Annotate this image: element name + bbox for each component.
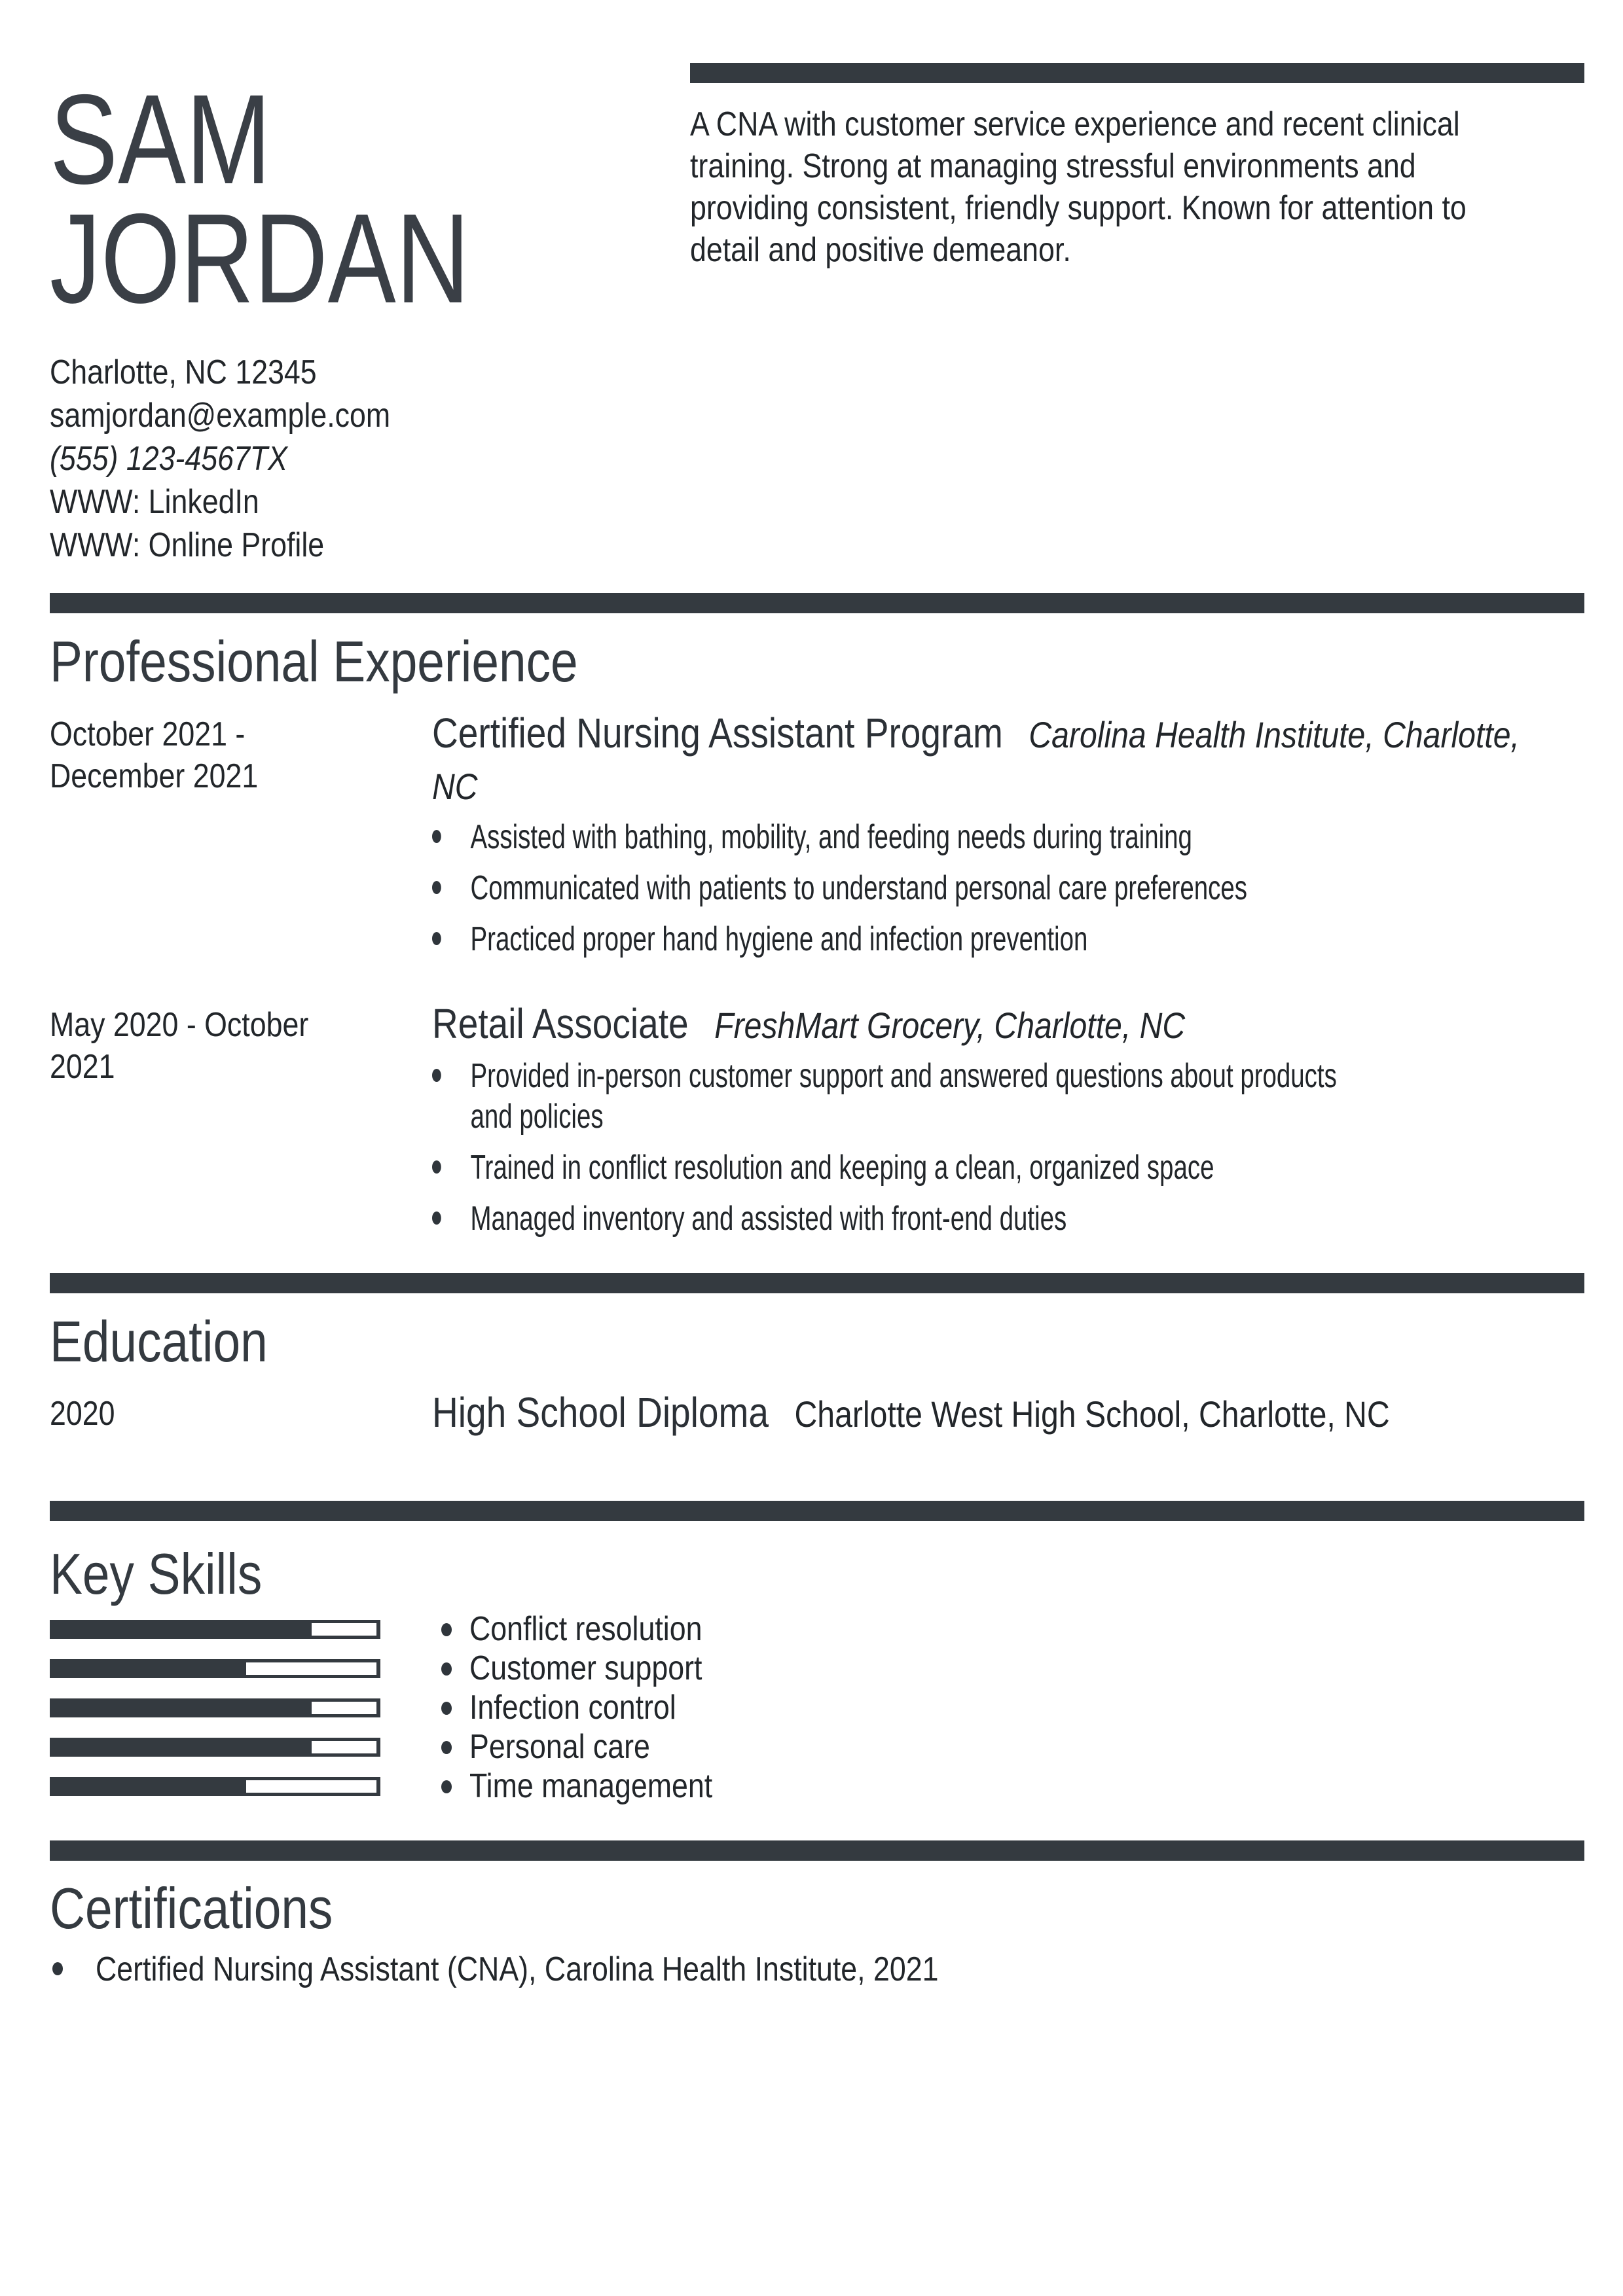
section-rule-experience xyxy=(50,593,1584,613)
skill-level-remainder xyxy=(246,1662,376,1675)
skill-label: Conflict resolution xyxy=(469,1610,702,1648)
job-bullet xyxy=(432,1198,1547,1239)
skill-level-remainder xyxy=(246,1780,376,1793)
job-dates: May 2020 - October 2021 xyxy=(50,1006,309,1086)
job-bullet xyxy=(432,868,1547,908)
education-entry xyxy=(432,1388,1547,1439)
skill-row xyxy=(50,1728,752,1766)
skill-level-bar xyxy=(50,1620,380,1639)
job-bullet-text: Communicated with patients to understand personal care preferences xyxy=(470,869,1247,907)
bullet-icon xyxy=(432,1160,441,1174)
bullet-icon xyxy=(441,1623,452,1636)
header-accent-bar xyxy=(690,63,1584,83)
skill-label: Customer support xyxy=(469,1649,702,1687)
job-bullet-text: Assisted with bathing, mobility, and feeding needs during training xyxy=(470,818,1192,856)
skill-level-bar xyxy=(50,1777,380,1796)
job-company: FreshMart Grocery, Charlotte, NC xyxy=(714,1005,1186,1046)
skill-label: Infection control xyxy=(469,1689,676,1727)
job-bullet-text: Trained in conflict resolution and keeping a clean, organized space xyxy=(470,1149,1214,1187)
skill-row xyxy=(50,1649,752,1687)
section-rule-certifications xyxy=(50,1840,1584,1861)
section-rule-education xyxy=(50,1273,1584,1293)
skill-row xyxy=(50,1767,752,1805)
bullet-icon xyxy=(432,1211,441,1225)
bullet-icon xyxy=(432,881,441,894)
job-company: Carolina Health Institute, Charlotte, NC xyxy=(432,714,1520,807)
contact-phone: (555) 123-4567TX xyxy=(50,440,287,478)
section-heading-certifications: Certifications xyxy=(50,1876,333,1941)
bullet-icon xyxy=(432,1069,441,1082)
job-bullet-list xyxy=(432,817,1547,960)
bullet-icon xyxy=(441,1741,452,1754)
education-degree: High School Diploma xyxy=(432,1389,769,1436)
job-title-line xyxy=(432,999,1547,1050)
skill-level-bar xyxy=(50,1738,380,1757)
section-heading-experience: Professional Experience xyxy=(50,629,578,694)
job-title: Certified Nursing Assistant Program xyxy=(432,709,1003,757)
contact-email: samjordan@example.com xyxy=(50,397,391,435)
job-entry xyxy=(432,999,1547,1249)
job-bullet xyxy=(432,1056,1547,1137)
job-bullet xyxy=(432,817,1547,857)
skill-level-bar xyxy=(50,1698,380,1717)
skill-row xyxy=(50,1610,752,1648)
job-entry xyxy=(432,708,1547,970)
skill-level-remainder xyxy=(312,1702,376,1714)
contact-block xyxy=(50,351,556,567)
bullet-icon xyxy=(441,1780,452,1793)
job-bullet-text: Managed inventory and assisted with front-end duties xyxy=(470,1200,1067,1238)
skill-label: Time management xyxy=(469,1767,713,1805)
job-dates: October 2021 - December 2021 xyxy=(50,715,259,795)
skills-list xyxy=(50,1610,752,1816)
contact-online-profile: WWW: Online Profile xyxy=(50,526,325,564)
education-school: Charlotte West High School, Charlotte, NC xyxy=(794,1393,1390,1435)
skill-level-remainder xyxy=(312,1623,376,1636)
skill-level-remainder xyxy=(312,1741,376,1753)
job-bullet-text: Practiced proper hand hygiene and infection prevention xyxy=(470,920,1088,958)
bullet-icon xyxy=(432,830,441,843)
education-title-line xyxy=(432,1388,1547,1439)
job-bullet xyxy=(432,919,1547,960)
person-first-name: SAM xyxy=(50,68,272,211)
contact-location: Charlotte, NC 12345 xyxy=(50,353,317,391)
job-title-line xyxy=(432,708,1547,812)
section-heading-education: Education xyxy=(50,1309,268,1374)
skill-row xyxy=(50,1689,752,1727)
certification-text: Certified Nursing Assistant (CNA), Carolina Health Institute, 2021 xyxy=(96,1950,939,1988)
person-last-name: JORDAN xyxy=(50,187,470,330)
person-name xyxy=(50,68,470,330)
bullet-icon xyxy=(52,1962,63,1975)
bullet-icon xyxy=(441,1702,452,1715)
contact-linkedin: WWW: LinkedIn xyxy=(50,483,259,521)
job-title: Retail Associate xyxy=(432,1000,689,1047)
summary-paragraph: A CNA with customer service experience and recent clinical training. Strong at managing stressful environments and providing consistent, friendly support. Known for attention to detail and positive demeanor. xyxy=(690,105,1467,269)
skill-level-bar xyxy=(50,1659,380,1678)
bullet-icon xyxy=(441,1662,452,1676)
job-bullet-list xyxy=(432,1056,1547,1239)
certification-item xyxy=(50,1949,1575,1990)
section-rule-skills xyxy=(50,1501,1584,1521)
job-bullet xyxy=(432,1147,1547,1188)
bullet-icon xyxy=(432,932,441,945)
skill-label: Personal care xyxy=(469,1728,650,1766)
education-year: 2020 xyxy=(50,1395,115,1433)
section-heading-skills: Key Skills xyxy=(50,1541,263,1606)
job-bullet-text: Provided in-person customer support and answered questions about products and policies xyxy=(470,1057,1337,1136)
